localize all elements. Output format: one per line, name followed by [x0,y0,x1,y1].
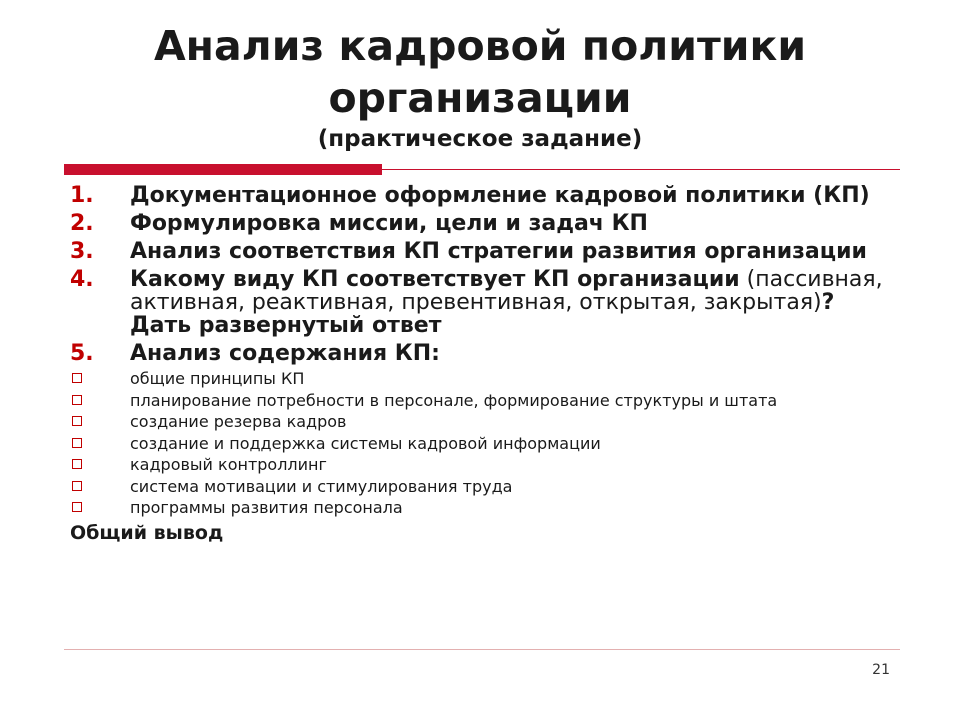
sub-item-text: общие принципы КП [130,369,305,388]
item-number: 5. [70,341,94,366]
item-text: Формулировка миссии, цели и задач КП [130,211,648,236]
sub-item-text: программы развития персонала [130,498,403,517]
accent-line [382,169,900,170]
item-number: 3. [70,239,94,264]
sub-item-text: кадровый контроллинг [130,455,327,474]
sub-list-item [70,454,890,476]
square-bullet-icon [70,433,130,455]
square-bullet-icon [70,454,130,476]
sub-item-text: система мотивации и стимулирования труда [130,476,513,496]
sub-list-item [70,476,890,498]
sub-item-text: создание резерва кадров [130,412,347,431]
sub-list-item [70,411,890,433]
accent-bar [64,164,382,175]
sub-list-item [70,497,890,519]
sub-item-text: планирование потребности в персонале, формирование структуры и штата [130,390,778,410]
item-text-bold-end: ? Дать развернутый ответ [130,290,835,338]
slide-title [0,20,960,124]
item-text: Анализ содержания КП: [130,341,440,366]
sub-list [70,368,890,519]
list-item [70,212,890,235]
item-number: 2. [70,211,94,236]
page-number: 21 [872,662,890,678]
item-text-normal: (пассивная, активная, реактивная, превентивная, открытая, закрытая) [130,267,883,315]
item-number: 1. [70,183,94,208]
item-number: 4. [70,267,94,292]
square-bullet-icon [70,411,130,433]
conclusion: Общий вывод [70,521,224,544]
square-bullet-icon [70,390,130,412]
item-text: Анализ соответствия КП стратегии развития организации [130,239,867,264]
item-text-bold: Какому виду КП соответствует КП организации [130,267,740,292]
task-list [70,184,890,545]
list-item [70,342,890,365]
footer-divider [64,649,900,650]
sub-list-item [70,390,890,412]
item-text: Документационное оформление кадровой политики (КП) [130,183,870,208]
sub-item-text: создание и поддержка системы кадровой информации [130,433,601,453]
item-text [130,268,890,337]
square-bullet-icon [70,476,130,498]
list-item [70,184,890,207]
slide-subtitle: (практическое задание) [317,126,643,152]
square-bullet-icon [70,497,130,519]
list-item [70,240,890,263]
sub-list-item [70,368,890,390]
title-line-1: Анализ кадровой политики [153,22,807,70]
sub-list-item [70,433,890,455]
list-item [70,268,890,337]
square-bullet-icon [70,368,130,390]
title-line-2: организации [328,74,632,122]
